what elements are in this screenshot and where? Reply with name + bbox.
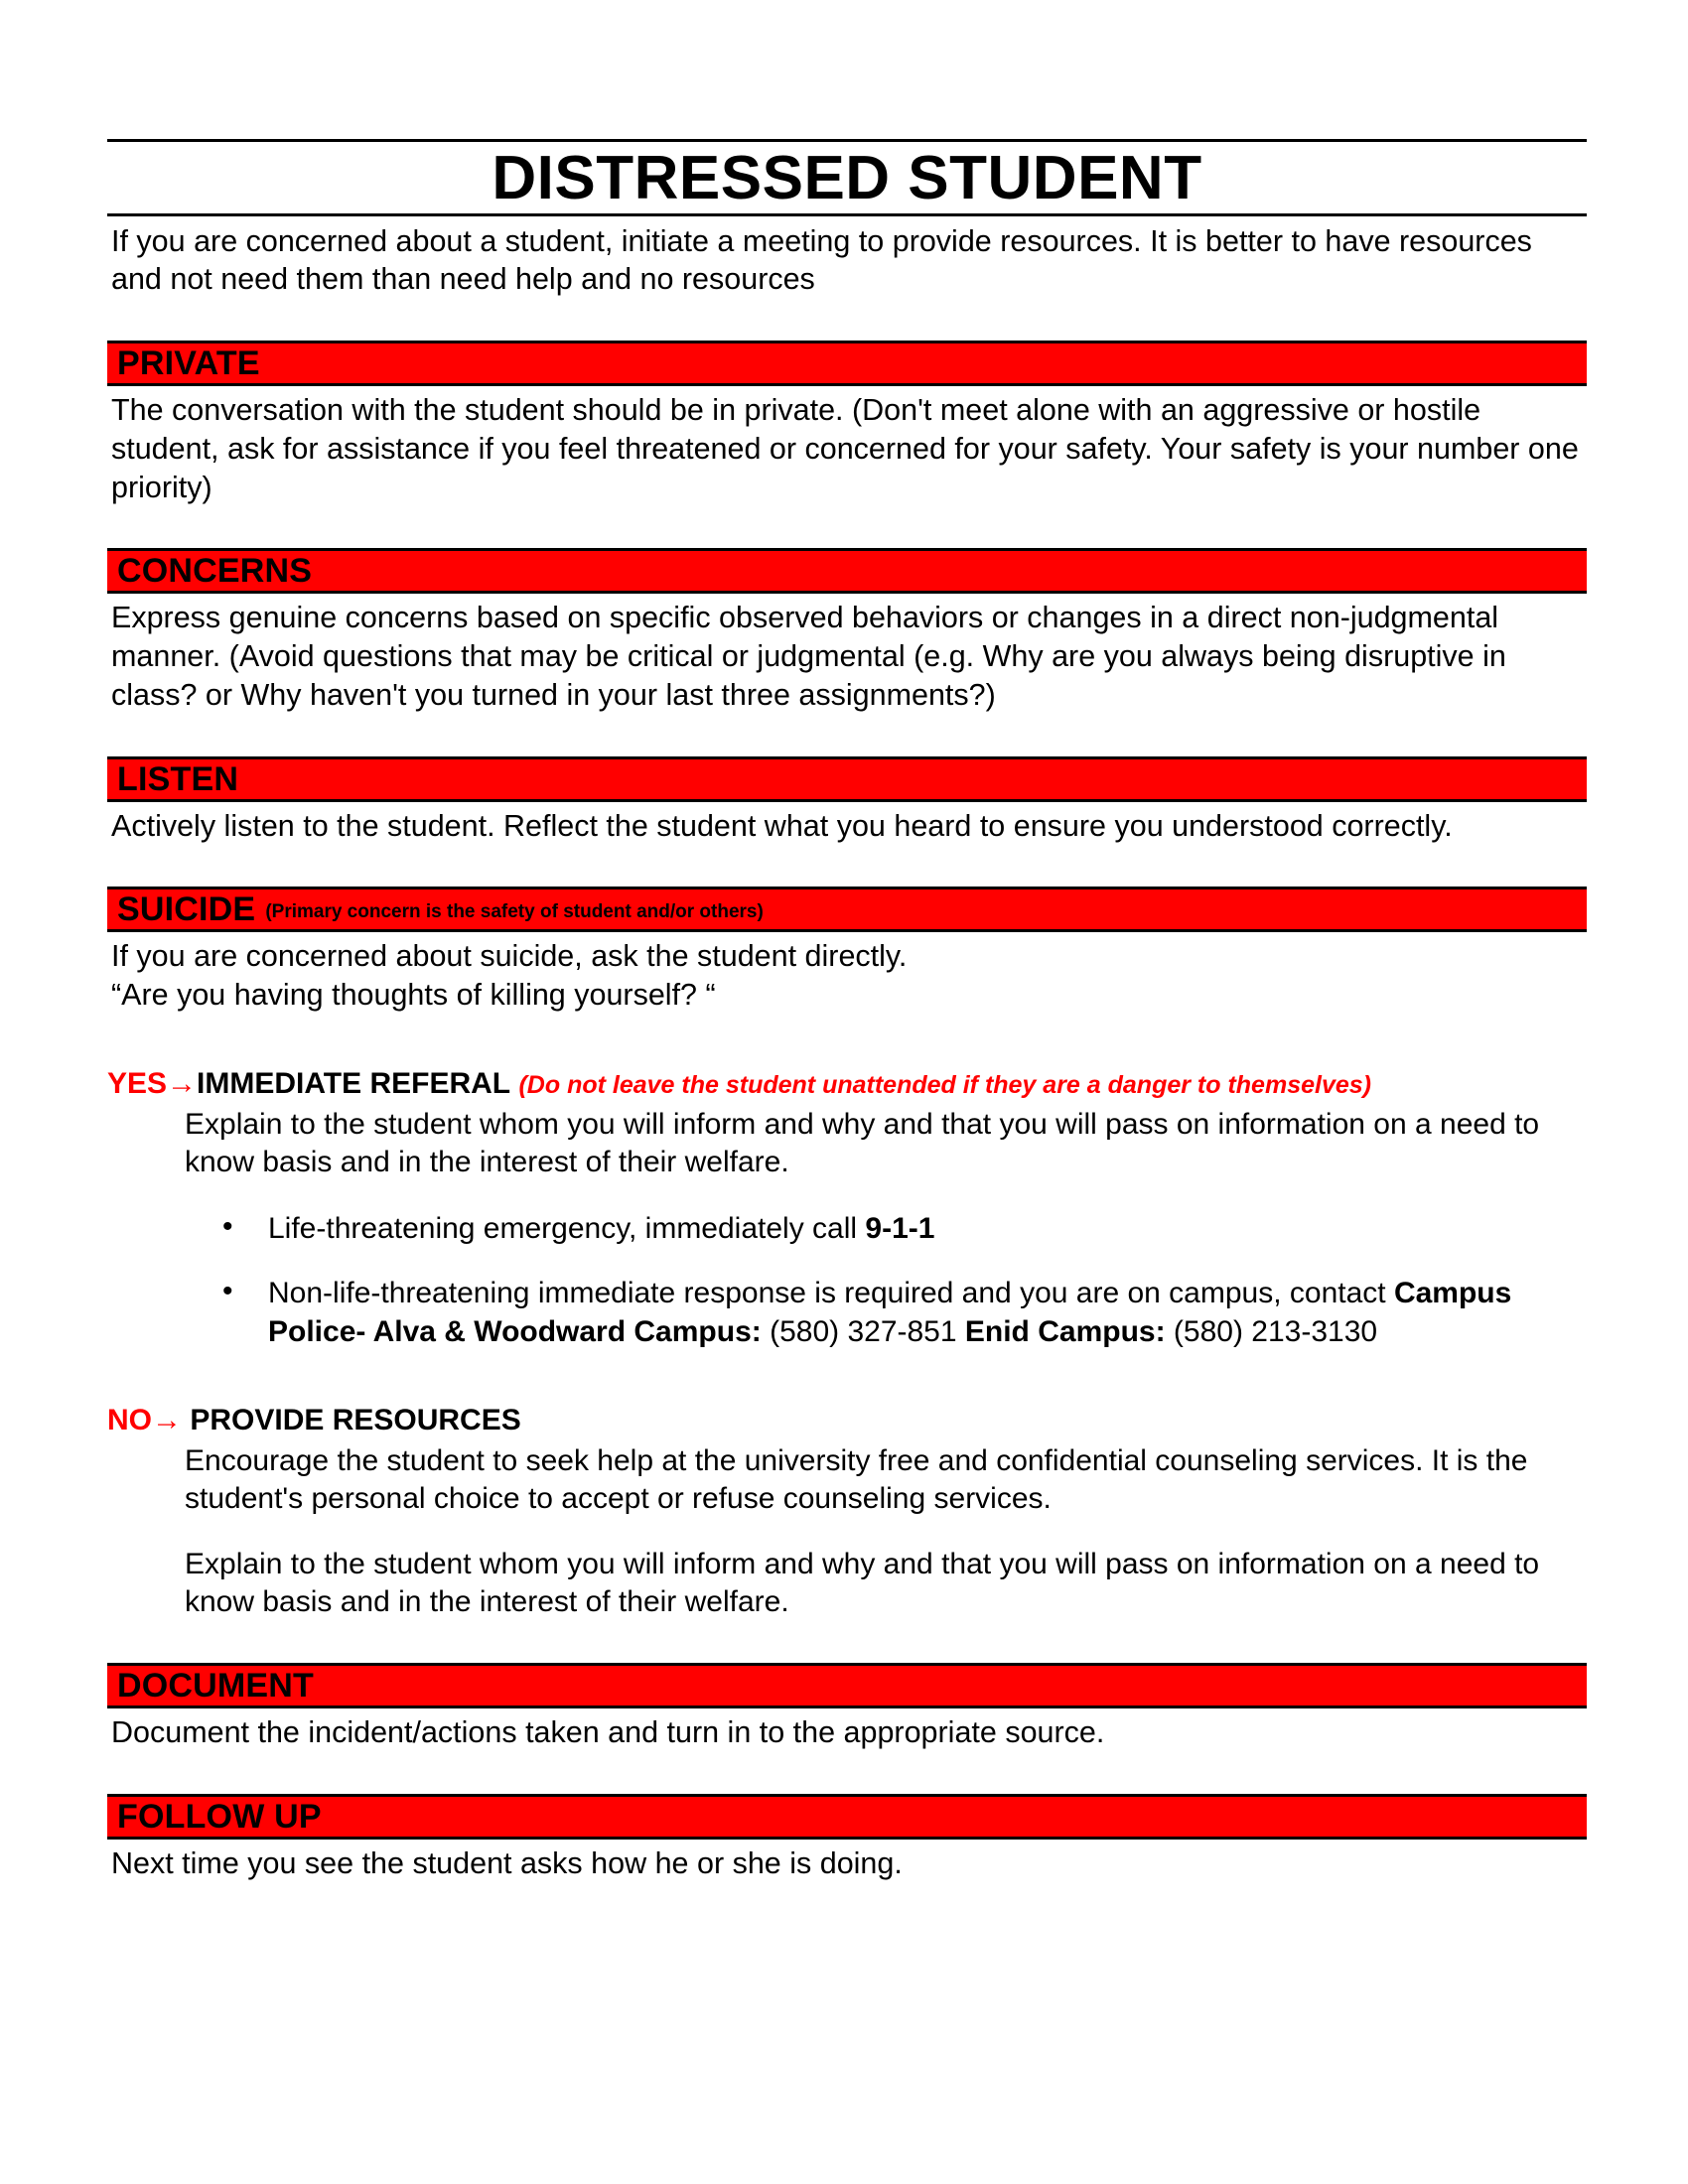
bullet-2-phone-enid: (580) 213-3130 xyxy=(1165,1314,1378,1348)
decision-yes-heading xyxy=(107,1066,1587,1102)
decision-yes-block xyxy=(107,1066,1587,1351)
section-document xyxy=(107,1663,1587,1752)
section-listen xyxy=(107,756,1587,846)
document-content xyxy=(107,139,1587,1883)
bullet-1-bold-text: 9-1-1 xyxy=(865,1211,935,1245)
bullet-2-bold-text: Campus Police- Alva & Woodward Campus: xyxy=(268,1276,1512,1348)
list-item xyxy=(222,1274,1587,1351)
bullet-1-text-before: Life-threatening emergency, immediately call xyxy=(268,1211,866,1245)
list-item xyxy=(222,1209,1587,1248)
section-suicide-body-line2: “Are you having thoughts of killing yourself? “ xyxy=(111,978,716,1013)
section-concerns-body: Express genuine concerns based on specific observed behaviors or changes in a direct non-judgmental manner. (Avoid questions that may be critical or judgmental (e.g. Why are you always being disruptive in class? or Why haven't you turned in your last three assignments?) xyxy=(111,601,1506,712)
section-private-body: The conversation with the student should be in private. (Don't meet alone with an aggressive or hostile student, ask for assistance if you feel threatened or concerned for your safety. Your safety is your number one priority) xyxy=(111,393,1579,504)
section-concerns-heading: CONCERNS xyxy=(117,552,313,591)
decision-no-block xyxy=(107,1403,1587,1621)
decision-no-answer: NO xyxy=(107,1403,152,1436)
section-listen-banner xyxy=(107,756,1587,802)
section-suicide-heading-note: (Primary concern is the safety of student and/or others) xyxy=(265,900,764,922)
section-suicide-body-line1: If you are concerned about suicide, ask the student directly. xyxy=(111,939,908,974)
section-private xyxy=(107,341,1587,506)
bullet-2-phone-alva-woodward: (580) 327-851 xyxy=(761,1314,965,1348)
section-document-banner xyxy=(107,1663,1587,1708)
section-follow-up-banner xyxy=(107,1794,1587,1840)
bullet-2-text-before: Non-life-threatening immediate response is required and you are on campus, contact xyxy=(268,1276,1394,1309)
arrow-right-icon: → xyxy=(152,1403,182,1436)
section-follow-up-heading: FOLLOW UP xyxy=(117,1798,322,1837)
section-private-banner xyxy=(107,341,1587,386)
page-title: DISTRESSED STUDENT xyxy=(492,144,1202,212)
arrow-right-icon: → xyxy=(167,1066,198,1100)
decision-yes-answer: YES xyxy=(107,1066,168,1100)
section-private-heading: PRIVATE xyxy=(117,344,260,383)
section-suicide xyxy=(107,887,1587,1621)
decision-no-paragraph-1: Encourage the student to seek help at the university free and confidential counseling services. It is the student's personal choice to accept or refuse counseling services. xyxy=(185,1443,1528,1516)
section-suicide-banner xyxy=(107,887,1587,932)
decision-yes-paragraph: Explain to the student whom you will inform and why and that you will pass on information on a need to know basis and in the interest of their welfare. xyxy=(185,1107,1540,1178)
decision-yes-label: IMMEDIATE REFERAL xyxy=(197,1066,511,1100)
section-follow-up xyxy=(107,1794,1587,1883)
bullet-2-bold-text-2: Enid Campus: xyxy=(964,1314,1166,1348)
section-follow-up-body: Next time you see the student asks how he or she is doing. xyxy=(111,1846,903,1881)
decision-no-paragraph-2: Explain to the student whom you will inform and why and that you will pass on information on a need to know basis and in the interest of their welfare. xyxy=(185,1548,1540,1619)
title-top-rule xyxy=(107,139,1587,142)
emergency-bullet-list xyxy=(107,1209,1587,1351)
section-listen-heading: LISTEN xyxy=(117,759,239,798)
decision-no-heading xyxy=(107,1403,1587,1438)
section-concerns xyxy=(107,548,1587,714)
decision-yes-note: (Do not leave the student unattended if they are a danger to themselves) xyxy=(518,1070,1371,1099)
intro-paragraph: If you are concerned about a student, initiate a meeting to provide resources. It is better to have resources and not need them than need help and no resources xyxy=(111,223,1532,297)
section-listen-body: Actively listen to the student. Reflect the student what you heard to ensure you understood correctly. xyxy=(111,808,1453,843)
section-document-body: Document the incident/actions taken and turn in to the appropriate source. xyxy=(111,1715,1105,1750)
section-concerns-banner xyxy=(107,548,1587,594)
section-suicide-heading: SUICIDE xyxy=(117,890,256,929)
title-bottom-rule xyxy=(107,213,1587,216)
decision-no-label: PROVIDE RESOURCES xyxy=(190,1403,521,1436)
section-document-heading: DOCUMENT xyxy=(117,1667,315,1706)
